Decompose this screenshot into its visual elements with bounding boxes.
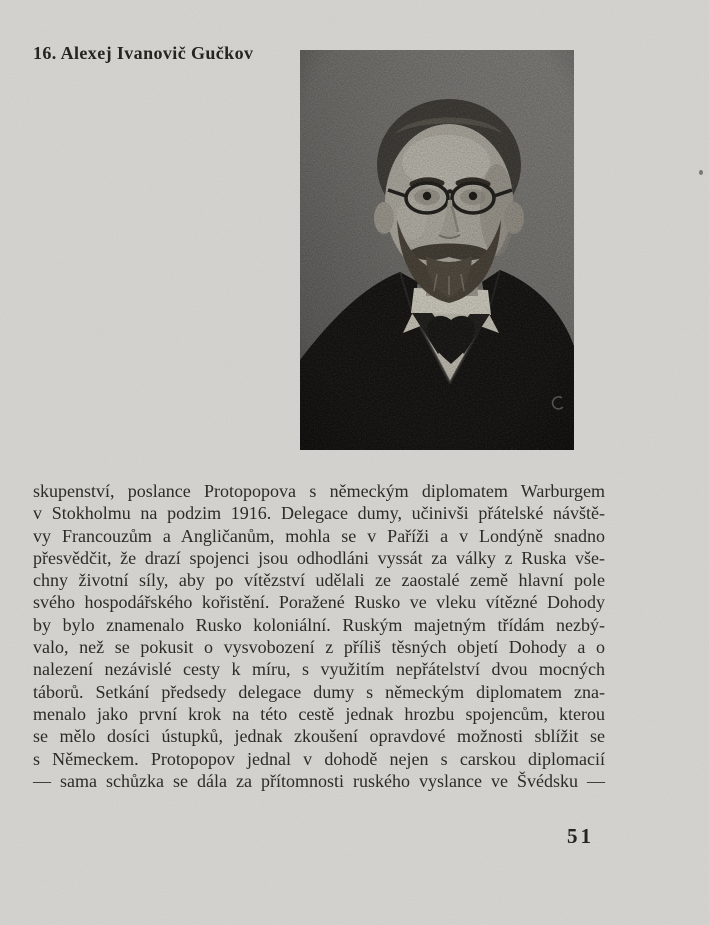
body-text-line: přesvědčit, že drazí spojenci jsou odhodláni vyssát za války z Ruska vše- — [33, 547, 605, 568]
body-text-line: by bylo znamenalo Rusko koloniální. Ruským majetným třídám nezbý- — [33, 614, 605, 635]
body-text-line: v Stokholmu na podzim 1916. Delegace dumy, učinivši přátelské návště- — [33, 503, 605, 524]
body-text-line: táborů. Setkání předsedy delegace dumy s německým diplomatem zna- — [33, 681, 605, 702]
figure-caption: 16. Alexej Ivanovič Gučkov — [33, 43, 254, 63]
page-number: 51 — [567, 824, 594, 848]
body-text — [33, 480, 605, 792]
portrait-photo-art — [300, 50, 574, 450]
paper-speck — [699, 170, 703, 175]
body-text-line: valo, než se pokusit o vysvobození z příliš těsných objetí Dohody a o — [33, 637, 605, 658]
body-text-line: — sama schůzka se dála za přítomnosti ruského vyslance ve Švédsku — — [33, 770, 605, 791]
body-text-line: nalezení nezávislé cesty k míru, s využitím nepřátelství dvou mocných — [33, 659, 605, 680]
body-text-line: vy Francouzům a Angličanům, mohla se v Paříži a v Londýně snadno — [33, 525, 605, 546]
body-text-line: s Německem. Protopopov jednal v dohodě nejen s carskou diplomacií — [33, 748, 605, 769]
body-text-line: skupenství, poslance Protopopova s německým diplomatem Warburgem — [33, 481, 605, 501]
body-text-line: chny životní síly, aby po vítězství udělali ze zaostalé země hlavní pole — [33, 570, 605, 591]
portrait-photograph — [300, 50, 574, 450]
body-text-line: se mělo dosíci ústupků, jednak zkoušení opravdové možnosti sblížit se — [33, 726, 605, 747]
photo-grain-light — [300, 50, 574, 450]
body-text-line: menalo jako první krok na této cestě jednak hrozbu spojencům, kterou — [33, 703, 605, 724]
body-text-line: svého hospodářského kořistění. Poražené Rusko ve vleku vítězné Dohody — [33, 592, 605, 613]
